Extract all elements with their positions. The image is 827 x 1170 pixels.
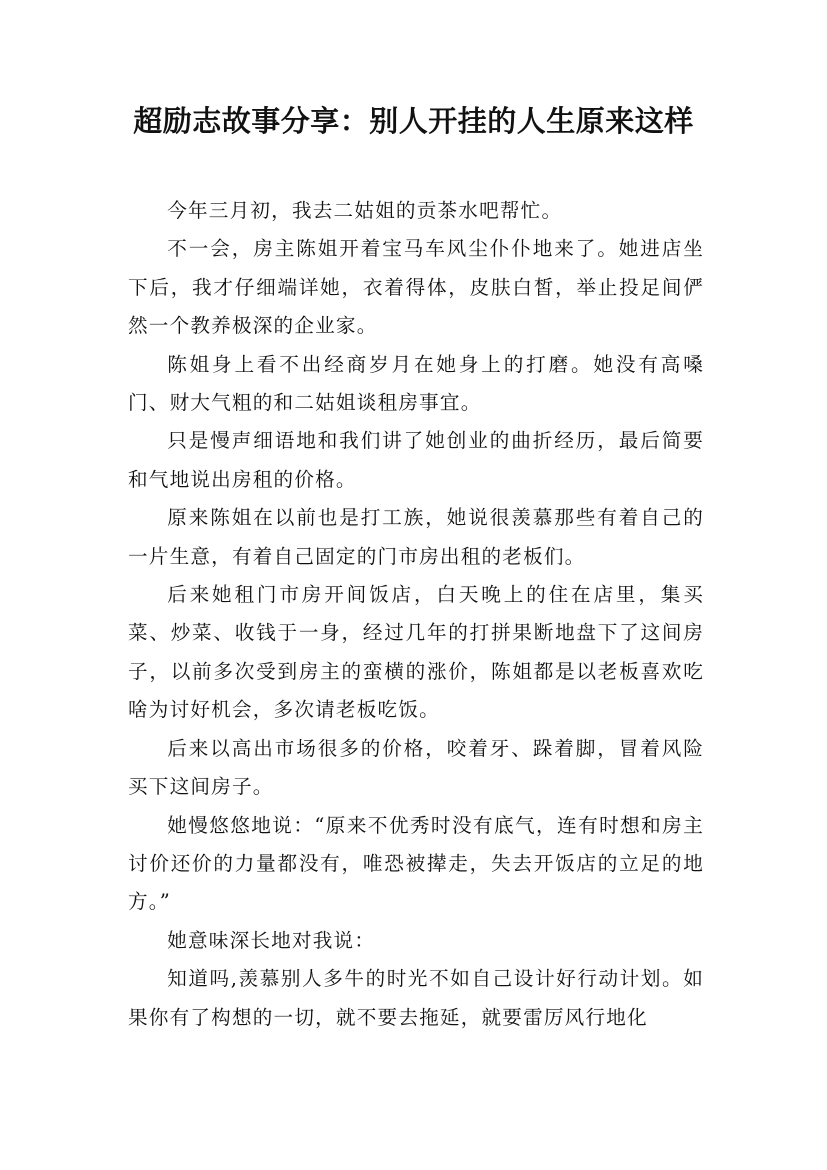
paragraph-2: 不一会，房主陈姐开着宝马车风尘仆仆地来了。她进店坐下后，我才仔细端详她，衣着得体，皮肤白皙，举止投足间俨然一个教养极深的企业家。 [128, 237, 704, 338]
paragraph-8: 她慢悠悠地说：“原来不优秀时没有底气，连有时想和房主讨价还价的力量都没有，唯恐被撵走，失去开饭店的立足的地方。” [128, 813, 704, 914]
paragraph-9: 她意味深长地对我说： [167, 928, 376, 952]
paragraph-5: 原来陈姐在以前也是打工族，她说很羡慕那些有着自己的一片生意，有着自己固定的门市房出租的老板们。 [128, 506, 704, 568]
paragraph-4: 只是慢声细语地和我们讲了她创业的曲折经历，最后简要和气地说出房租的价格。 [128, 429, 704, 491]
paragraph-6: 后来她租门市房开间饭店，白天晚上的住在店里，集买菜、炒菜、收钱于一身，经过几年的打拼果断地盘下了这间房子，以前多次受到房主的蛮横的涨价，陈姐都是以老板喜欢吃啥为讨好机会，多次请老板吃饭。 [128, 583, 704, 722]
document-title: 超励志故事分享：别人开挂的人生原来这样 [133, 104, 694, 138]
document-body [128, 192, 704, 1037]
paragraph-3: 陈姐身上看不出经商岁月在她身上的打磨。她没有高嗓门、财大气粗的和二姑姐谈租房事宜。 [128, 352, 704, 415]
paragraph-7: 后来以高出市场很多的价格，咬着牙、跺着脚，冒着风险买下这间房子。 [128, 736, 704, 799]
paragraph-1: 今年三月初，我去二姑姐的贡茶水吧帮忙。 [167, 199, 563, 222]
paragraph-10: 知道吗,羡慕别人多牛的时光不如自己设计好行动计划。如果你有了构想的一切，就不要去拖延，就要雷厉风行地化 [128, 967, 704, 1029]
